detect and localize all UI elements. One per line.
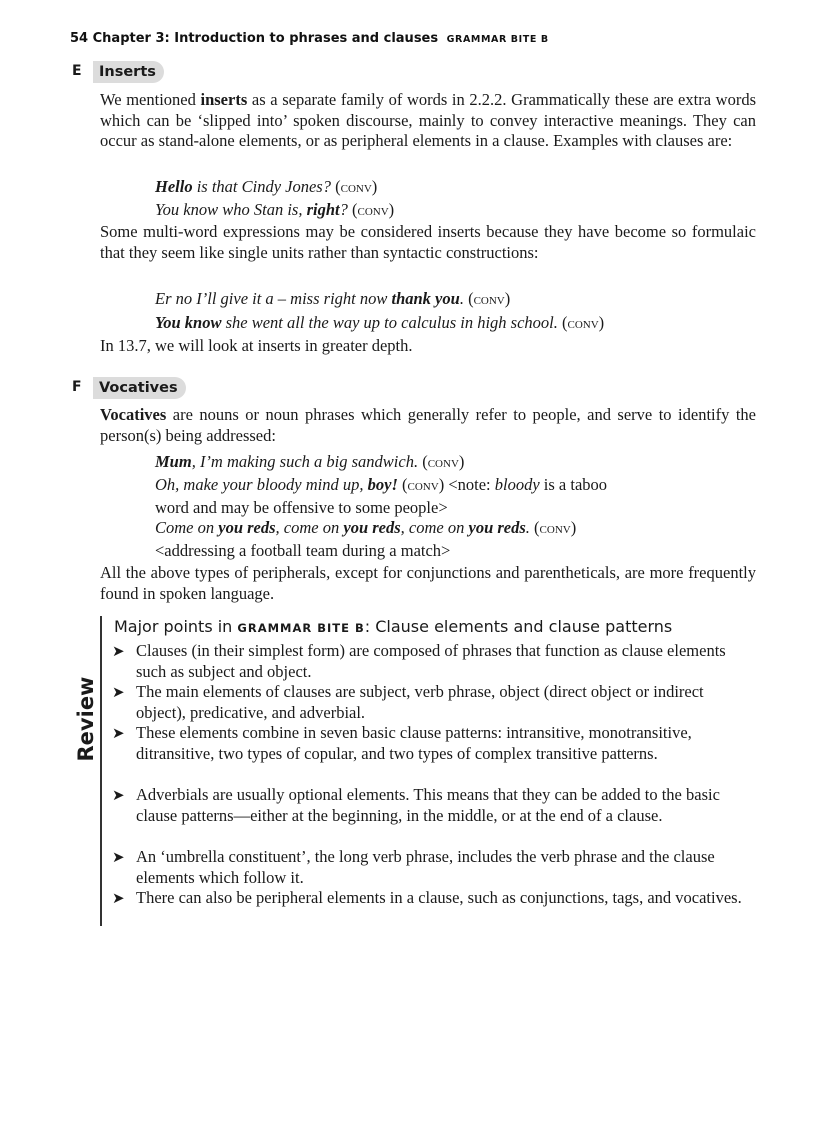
review-bullet-text: These elements combine in seven basic clause patterns: intransitive, monotransitive, ditransitive, two types of copular, and two types of complex transitive patterns. [136,723,692,763]
review-title-text: Major points in [114,617,238,636]
review-bullet-text: An ‘umbrella constituent’, the long verb phrase, includes the verb phrase and the clause elements which follow it. [136,847,715,887]
arrow-bullet-icon: ➤ [112,848,125,866]
bold-term: thank you [391,289,460,308]
grammar-bite-label: GRAMMAR BITE B [446,34,549,45]
inserts-intro-paragraph [100,90,756,152]
section-letter: E [72,63,82,79]
multiword-paragraph: Some multi-word expressions may be considered inserts because they have become so formulaic that they seem like single units rather than syntactic constructions: [100,222,756,262]
source-tag: conv [473,292,505,308]
text-run: as a separate family of words in 2.2.2. Grammatically these are extra words which can be ‘slipped into’ spoken discourse, mainly to convey interactive meanings. They can occur as stand-alone elements, or as peripheral elements in a clause. Examples with clauses are: [100,90,756,150]
review-bullet-text: Adverbials are usually optional elements. This means that they can be added to the basic clause patterns—either at the beginning, in the middle, or at the end of a clause. [136,785,720,825]
example-calculus: You know she went all the way up to calculus in high school. (conv) [155,313,605,332]
term-vocatives: Vocatives [100,405,167,424]
section-letter: F [72,379,82,395]
review-bullet-text: There can also be peripheral elements in a clause, such as conjunctions, tags, and vocatives. [136,888,742,907]
note-text: <note: [444,475,495,494]
example-text: , I’m making such a big sandwich. [191,452,419,471]
source-tag: conv [357,203,389,219]
example-boy: Oh, make your bloody mind up, boy! (conv) <note: bloody is a taboo word and may be offensive to some people> [155,475,608,517]
example-text: ? [339,200,348,219]
example-text: Oh, make your bloody mind up, [155,475,368,494]
arrow-bullet-icon: ➤ [112,683,125,701]
bold-term: Mum [155,452,192,471]
review-divider [100,616,102,926]
review-label: Review [74,676,98,762]
note-italic: bloody [494,475,540,494]
arrow-bullet-icon: ➤ [112,786,125,804]
example-text: , come on [275,518,344,537]
example-text: . [525,518,530,537]
arrow-bullet-icon: ➤ [112,724,125,742]
example-text: , come on [400,518,469,537]
example-text: You know who Stan is, [155,200,307,219]
term-inserts: inserts [200,90,248,109]
example-text: Er no I’ll give it a – miss right now [155,289,392,308]
text-run: are nouns or noun phrases which generally refer to people, and serve to identify the person(s) being addressed: [100,405,756,445]
note-text: <addressing a football team during a match> [155,541,451,560]
example-thank-you: Er no I’ll give it a – miss right now thank you. (conv) [155,289,511,308]
example-you-reds: Come on you reds, come on you reds, come on you reds. (conv) <addressing a football team during a match> [155,518,577,560]
section-title: Inserts [93,61,164,83]
bold-term: boy! [367,475,398,494]
review-bullet-text: Clauses (in their simplest form) are composed of phrases that function as clause elements such as subject and object. [136,641,726,681]
example-text: Come on [155,518,219,537]
chapter-title: Chapter 3: Introduction to phrases and clauses [92,31,439,46]
vocatives-intro-paragraph [100,405,756,446]
section-title: Vocatives [93,377,186,399]
note-text: word and may be offensive to some people> [155,498,448,517]
source-tag: conv [567,316,599,332]
review-title [114,617,672,636]
text-run: We mentioned [100,90,201,109]
example-hello: Hello is that Cindy Jones? (conv) [155,177,378,196]
example-text: is that Cindy Jones? [192,177,331,196]
example-you-know-stan: You know who Stan is, right? (conv) [155,200,395,219]
arrow-bullet-icon: ➤ [112,642,125,660]
arrow-bullet-icon: ➤ [112,889,125,907]
review-title-text: : Clause elements and clause patterns [364,617,673,636]
bold-term: right [306,200,340,219]
example-text: she went all the way up to calculus in high school. [221,313,558,332]
bold-term: Hello [155,177,193,196]
bold-term: You know [155,313,222,332]
running-head [70,31,549,46]
review-title-bite: GRAMMAR BITE B [237,621,365,635]
example-text: . [459,289,464,308]
vocatives-closing: All the above types of peripherals, except for conjunctions and parentheticals, are more frequently found in spoken language. [100,563,756,603]
bold-term: you reds [343,518,401,537]
source-tag: conv [407,478,439,494]
note-text: is a taboo [539,475,608,494]
example-mum: Mum, I’m making such a big sandwich. (conv) [155,452,465,471]
inserts-closing: In 13.7, we will look at inserts in greater depth. [100,336,413,355]
review-bullet-text: The main elements of clauses are subject, verb phrase, object (direct object or indirect object), predicative, and adverbial. [136,682,704,722]
source-tag: conv [340,180,372,196]
bold-term: you reds [468,518,526,537]
source-tag: conv [539,521,571,537]
bold-term: you reds [218,518,276,537]
source-tag: conv [427,455,459,471]
page-number: 54 [70,31,89,46]
